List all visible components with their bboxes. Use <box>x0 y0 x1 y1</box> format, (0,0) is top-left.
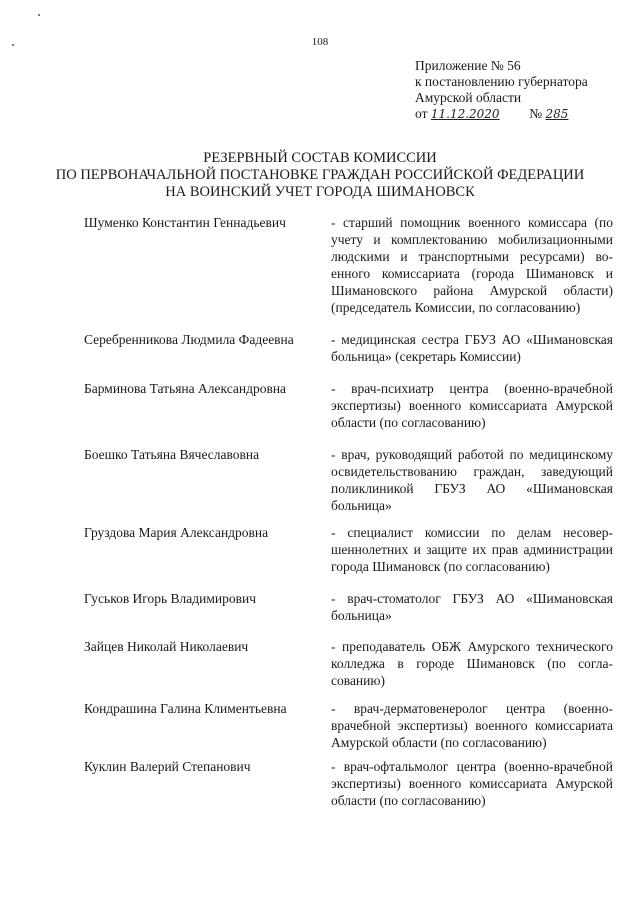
member-name: Гуськов Игорь Владимирович <box>84 591 257 606</box>
member-name: Кондрашина Галина Климентьевна <box>84 701 287 716</box>
title-line-1: РЕЗЕРВНЫЙ СОСТАВ КОМИССИИ <box>203 150 437 166</box>
member-name: Боешко Татьяна Вячеславовна <box>84 447 260 462</box>
member-name: Шуменко Константин Геннадьевич <box>84 215 286 230</box>
member-role: - врач-офтальмолог центра (военно-врачебной экспертизы) военного комиссариата Амурской области (по согласованию) <box>331 759 613 808</box>
handwritten-date: 11.12.2020 <box>430 107 500 121</box>
date-prefix: от <box>415 106 428 121</box>
member-name: Барминова Татьяна Александровна <box>84 381 287 396</box>
appendix-block <box>415 58 625 122</box>
member-name: Куклин Валерий Степанович <box>84 759 251 774</box>
title-line-2: ПО ПЕРВОНАЧАЛЬНОЙ ПОСТАНОВКЕ ГРАЖДАН РОССИЙСКОЙ ФЕДЕРАЦИИ <box>55 167 585 183</box>
member-role: - врач-дерматовенеролог центра (военно-врачебной экспертизы) военного комиссариата Амурской области (по согласованию) <box>331 701 613 750</box>
member-name: Груздова Мария Александровна <box>84 525 269 540</box>
appendix-line-1: Приложение № 56 <box>415 58 521 73</box>
member-role: - специалист комиссии по делам несовершеннолетних и защите их прав администрации города Шимановск (по согласованию) <box>331 525 613 574</box>
member-role: - врач-стоматолог ГБУЗ АО «Шимановская больница» <box>331 591 613 623</box>
member-role: - старший помощник военного комиссара (по учету и комплектованию мобилизационными людскими и транспортными ресурсами) военного комиссариата (города Шимановск и Шимановского района Амурской области) (председатель Комиссии, по согласованию) <box>331 215 613 315</box>
scan-speck <box>38 14 40 16</box>
member-name: Серебренникова Людмила Фадеевна <box>84 332 294 347</box>
page-number: 108 <box>311 36 329 48</box>
member-role: - врач-психиатр центра (военно-врачебной экспертизы) военного комиссариата Амурской области (по согласованию) <box>331 381 613 430</box>
handwritten-number: 285 <box>545 107 569 121</box>
number-prefix: № <box>529 106 543 121</box>
document-title <box>0 150 640 201</box>
member-role: - врач, руководящий работой по медицинскому освидетельствованию граждан, заведующий поликлиникой ГБУЗ АО «Шимановская больница» <box>331 447 613 513</box>
appendix-line-3: Амурской области <box>415 90 522 105</box>
appendix-date-line <box>415 106 625 122</box>
member-role: - медицинская сестра ГБУЗ АО «Шимановская больница» (секретарь Комиссии) <box>331 332 613 364</box>
title-line-3: НА ВОИНСКИЙ УЧЕТ ГОРОДА ШИМАНОВСК <box>165 184 475 200</box>
member-role: - преподаватель ОБЖ Амурского технического колледжа в городе Шимановск (по согласованию) <box>331 639 613 688</box>
member-name: Зайцев Николай Николаевич <box>84 639 249 654</box>
appendix-line-2: к постановлению губернатора <box>415 74 588 89</box>
